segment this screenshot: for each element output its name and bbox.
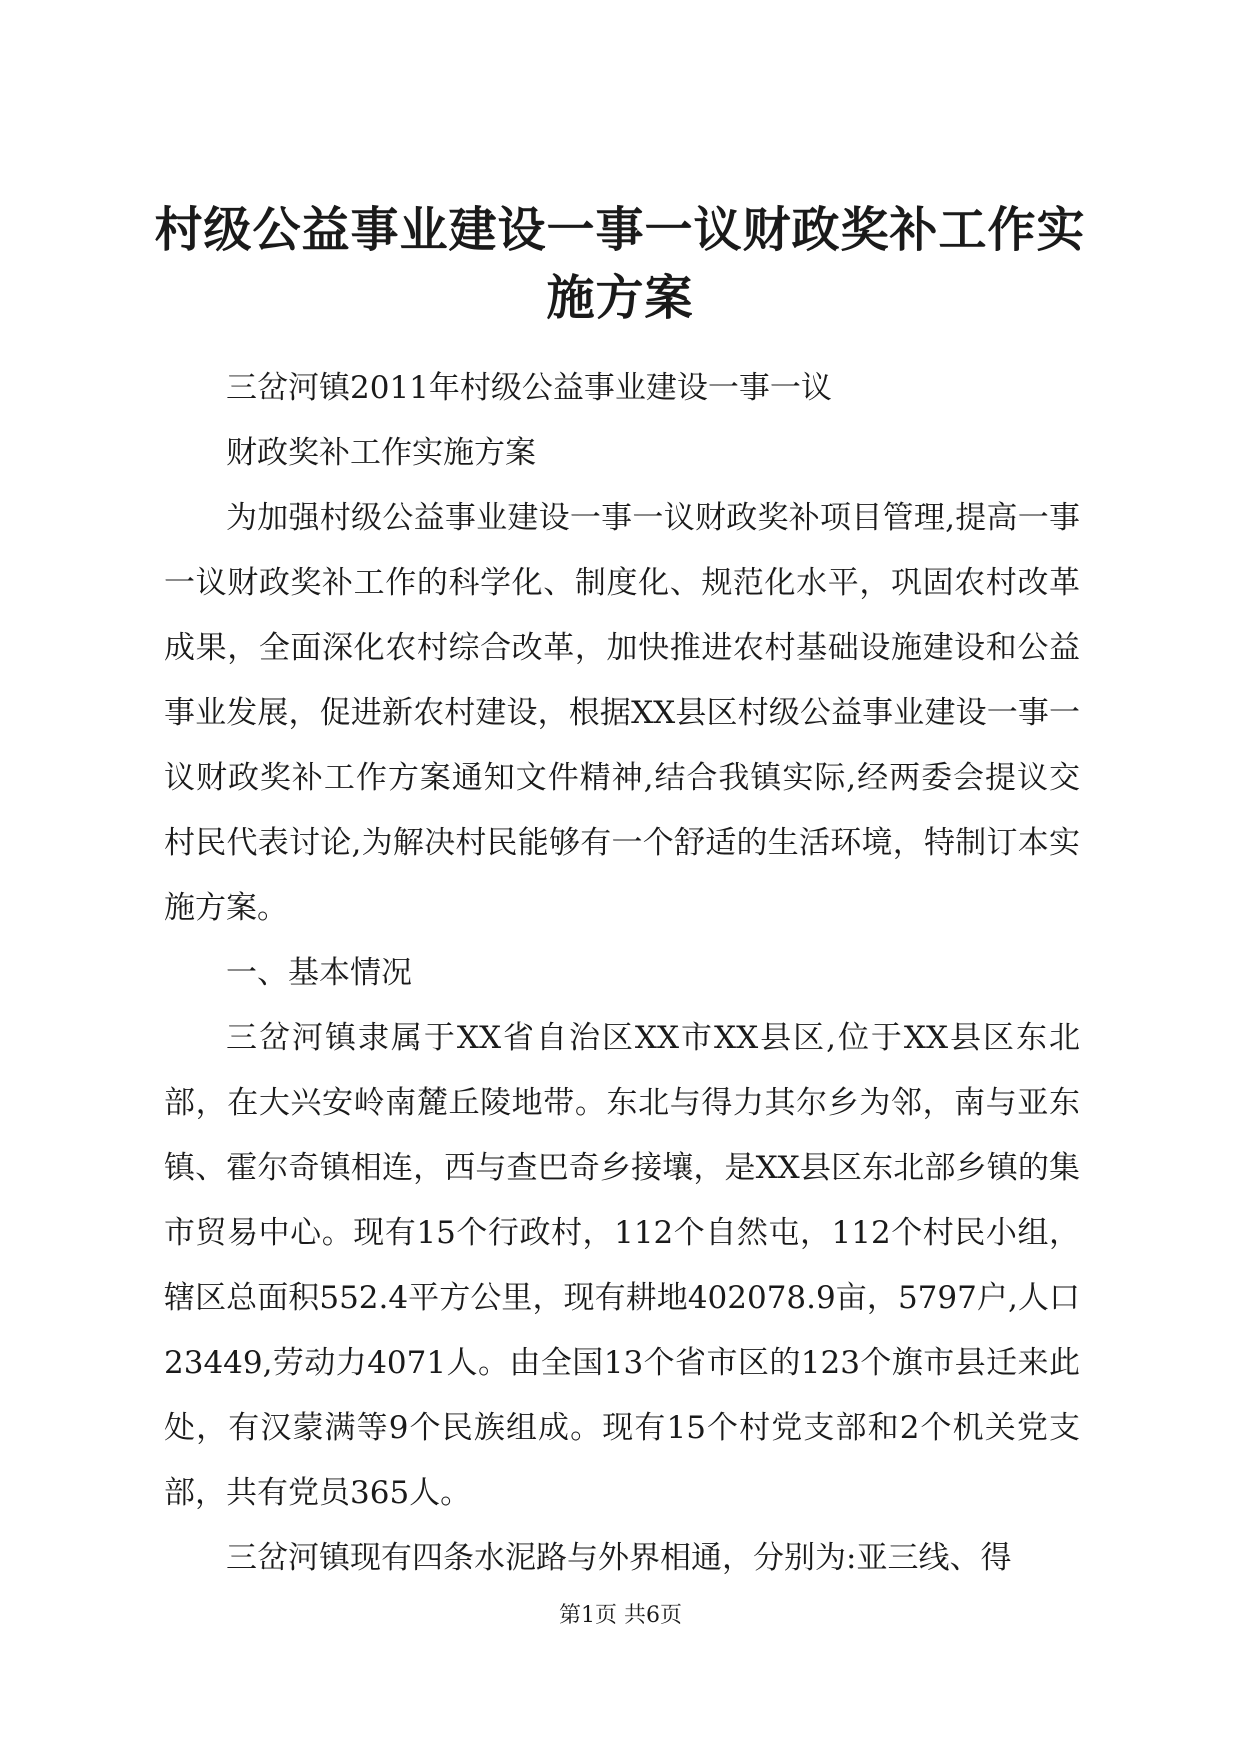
paragraph-basic-situation: 三岔河镇隶属于XX省自治区XX市XX县区,位于XX县区东北部，在大兴安岭南麓丘陵地带。东北与得力其尔乡为邻，南与亚东镇、霍尔奇镇相连，西与查巴奇乡接壤，是XX县区东北部乡镇的集市贸易中心。现有15个行政村，112个自然屯，112个村民小组，辖区总面积552.4平方公里，现有耕地402078.9亩，5797户,人口23449,劳动力4071人。由全国13个省市区的123个旗市县迁来此处，有汉蒙满等9个民族组成。现有15个村党支部和2个机关党支部，共有党员365人。 <box>164 1020 1080 1511</box>
paragraph-intro: 为加强村级公益事业建设一事一议财政奖补项目管理,提高一事一议财政奖补工作的科学化、制度化、规范化水平，巩固农村改革成果，全面深化农村综合改革，加快推进农村基础设施建设和公益事业发展，促进新农村建设，根据XX县区村级公益事业建设一事一议财政奖补工作方案通知文件精神,结合我镇实际,经两委会提议交村民代表讨论,为解决村民能够有一个舒适的生活环境，特制订本实施方案。 <box>164 500 1080 926</box>
document-title: 村级公益事业建设一事一议财政奖补工作实施方案 <box>154 202 1086 326</box>
document-body <box>164 356 1080 1591</box>
section-heading-basic-situation: 一、基本情况 <box>226 955 412 991</box>
subtitle-line-2: 财政奖补工作实施方案 <box>226 435 536 471</box>
page-number-footer: 第1页 共6页 <box>559 1603 682 1628</box>
paragraph-roads: 三岔河镇现有四条水泥路与外界相通，分别为:亚三线、得 <box>226 1540 1012 1576</box>
subtitle-line-1: 三岔河镇2011年村级公益事业建设一事一议 <box>226 370 832 406</box>
